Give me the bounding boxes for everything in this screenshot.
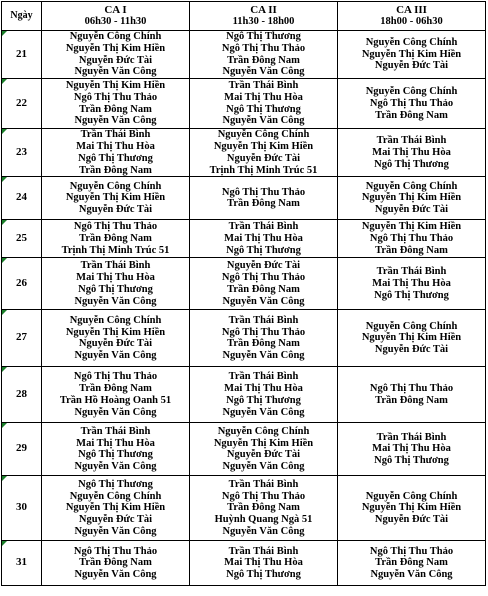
day-number: 31 [16,556,27,569]
header-shift-2 [190,2,338,31]
schedule-row [2,476,486,541]
staff-name: Ngô Thị Thương [374,289,449,301]
staff-name: Nguyễn Văn Công [370,569,453,581]
day-number: 22 [16,96,27,109]
schedule-row [2,541,486,586]
shift-3-cell [338,129,486,177]
staff-name: Mai Thị Thu Hòa [76,140,155,152]
staff-name: Nguyễn Văn Công [74,526,157,538]
staff-name: Nguyễn Văn Công [74,569,157,581]
staff-name: Nguyễn Đức Tài [374,60,449,72]
staff-name: Ngô Thị Thu Thảo [369,97,454,109]
day-cell [2,423,42,476]
staff-name: Trần Thái Bình [376,431,447,443]
staff-name: Ngô Thị Thương [78,283,153,295]
schedule-row [2,310,486,367]
shift-3-cell [338,258,486,310]
shift-3-title: CA III [396,4,427,16]
shift-1-cell [42,476,190,541]
staff-name: Ngô Thị Thương [226,103,301,115]
staff-name: Mai Thị Thu Hòa [224,91,303,103]
day-cell [2,177,42,220]
cell-marker-icon [2,367,7,372]
staff-name: Nguyễn Công Chính [217,129,310,141]
staff-name: Nguyễn Thị Kim Hiền [65,326,166,338]
day-number: 30 [16,501,27,514]
shift-1-cell [42,79,190,129]
shift-1-cell [42,177,190,220]
staff-name: Nguyễn Văn Công [74,66,157,78]
day-cell [2,367,42,423]
staff-name: Ngô Thị Thương [226,244,301,256]
staff-name: Ngô Thị Thương [226,569,301,581]
schedule-body [2,31,486,586]
staff-name: Nguyễn Đức Tài [78,54,153,66]
staff-name: Trần Đông Nam [227,54,300,66]
shift-2-cell [190,541,338,586]
shift-2-cell [190,310,338,367]
staff-name: Nguyễn Đức Tài [78,338,153,350]
staff-name: Trần Thái Bình [80,129,151,141]
staff-name: Ngô Thị Thương [374,158,449,170]
cell-marker-icon [2,79,7,84]
shift-2-cell [190,79,338,129]
staff-name: Trần Đông Nam [375,109,448,121]
day-number: 26 [16,276,27,289]
cell-marker-icon [2,177,7,182]
staff-name: Nguyễn Công Chính [69,31,162,42]
staff-name: Nguyễn Thị Kim Hiền [361,48,462,60]
staff-name: Nguyễn Thị Kim Hiền [65,502,166,514]
shift-3-time: 18h00 - 06h30 [380,16,443,27]
staff-name: Ngô Thị Thu Thảo [221,272,306,284]
cell-marker-icon [2,541,7,546]
shift-2-cell [190,367,338,423]
shift-2-cell [190,476,338,541]
shift-1-cell [42,367,190,423]
staff-name: Nguyễn Văn Công [74,295,157,307]
cell-marker-icon [2,310,7,315]
staff-name: Trần Đông Nam [227,338,300,350]
staff-name: Nguyễn Công Chính [69,490,162,502]
staff-name: Ngô Thị Thu Thảo [221,186,306,198]
staff-name: Nguyễn Văn Công [222,66,305,78]
staff-name: Ngô Thị Thu Thảo [369,383,454,395]
shift-1-cell [42,31,190,79]
shift-3-cell [338,177,486,220]
staff-name: Ngô Thị Thu Thảo [73,371,158,383]
staff-name: Nguyễn Thị Kim Hiền [65,192,166,204]
staff-name: Ngô Thị Thu Thảo [369,232,454,244]
staff-name: Nguyễn Thị Kim Hiền [65,42,166,54]
day-number: 25 [16,231,27,244]
staff-name: Nguyễn Công Chính [365,320,458,332]
staff-name: Trịnh Thị Minh Trúc 51 [209,164,318,176]
staff-name: Trần Đông Nam [227,283,300,295]
cell-marker-icon [2,220,7,225]
shift-2-cell [190,31,338,79]
staff-name: Nguyễn Đức Tài [78,204,153,216]
staff-name: Nguyễn Công Chính [69,314,162,326]
staff-name: Nguyễn Văn Công [74,115,157,127]
staff-name: Nguyễn Công Chính [69,180,162,192]
staff-name: Nguyễn Văn Công [222,526,305,538]
header-row [2,2,486,31]
staff-name: Nguyễn Thị Kim Hiền [213,140,314,152]
staff-name: Nguyễn Thị Kim Hiền [361,502,462,514]
staff-name: Trần Hồ Hoàng Oanh 51 [59,394,172,406]
staff-name: Ngô Thị Thu Thảo [221,326,306,338]
staff-name: Nguyễn Đức Tài [226,152,301,164]
staff-name: Mai Thị Thu Hòa [76,272,155,284]
shift-3-cell [338,541,486,586]
staff-name: Nguyễn Thị Kim Hiền [361,221,462,233]
staff-name: Nguyễn Thị Kim Hiền [65,80,166,92]
staff-name: Mai Thị Thu Hòa [372,277,451,289]
staff-name: Nguyễn Đức Tài [226,260,301,272]
staff-name: Ngô Thị Thương [78,449,153,461]
day-number: 28 [16,387,27,400]
staff-name: Trần Đông Nam [227,502,300,514]
shift-2-cell [190,129,338,177]
staff-name: Trần Đông Nam [79,103,152,115]
cell-marker-icon [2,476,7,481]
day-cell [2,31,42,79]
staff-name: Nguyễn Công Chính [365,490,458,502]
day-cell [2,79,42,129]
shift-1-title: CA I [104,4,127,16]
day-cell [2,476,42,541]
staff-name: Trần Đông Nam [375,557,448,569]
day-cell [2,258,42,310]
shift-2-cell [190,423,338,476]
shift-2-cell [190,177,338,220]
shift-3-cell [338,310,486,367]
shift-1-time: 06h30 - 11h30 [84,16,147,27]
staff-name: Nguyễn Công Chính [217,425,310,437]
staff-name: Nguyễn Văn Công [222,350,305,362]
staff-name: Nguyễn Công Chính [365,36,458,48]
staff-name: Nguyễn Văn Công [74,350,157,362]
shift-3-cell [338,220,486,258]
staff-name: Nguyễn Công Chính [365,180,458,192]
staff-name: Nguyễn Đức Tài [78,514,153,526]
schedule-row [2,423,486,476]
duty-schedule-table [1,1,486,586]
shift-3-cell [338,79,486,129]
staff-name: Nguyễn Văn Công [74,461,157,473]
day-cell [2,310,42,367]
staff-name: Nguyễn Văn Công [222,295,305,307]
staff-name: Nguyễn Văn Công [222,406,305,418]
staff-name: Ngô Thị Thương [78,152,153,164]
staff-name: Nguyễn Thị Kim Hiền [361,192,462,204]
schedule-row [2,79,486,129]
staff-name: Mai Thị Thu Hòa [76,437,155,449]
shift-1-cell [42,310,190,367]
shift-2-cell [190,258,338,310]
cell-marker-icon [2,423,7,428]
header-shift-3 [338,2,486,31]
day-cell [2,220,42,258]
staff-name: Ngô Thị Thu Thảo [369,545,454,557]
staff-name: Trần Thái Bình [80,425,151,437]
staff-name: Trần Thái Bình [228,80,299,92]
staff-name: Mai Thị Thu Hòa [224,383,303,395]
staff-name: Trần Thái Bình [228,314,299,326]
shift-1-cell [42,423,190,476]
schedule-row [2,129,486,177]
staff-name: Nguyễn Thị Kim Hiền [213,437,314,449]
schedule-row [2,367,486,423]
staff-name: Mai Thị Thu Hòa [372,443,451,455]
staff-name: Huỳnh Quang Ngà 51 [214,514,313,526]
staff-name: Trần Đông Nam [79,232,152,244]
staff-name: Mai Thị Thu Hòa [224,557,303,569]
header-shift-1 [42,2,190,31]
shift-1-cell [42,541,190,586]
schedule-row [2,31,486,79]
staff-name: Ngô Thị Thương [78,478,153,490]
staff-name: Trần Thái Bình [228,478,299,490]
schedule-row [2,258,486,310]
staff-name: Ngô Thị Thu Thảo [73,91,158,103]
day-cell [2,129,42,177]
staff-name: Trịnh Thị Minh Trúc 51 [61,244,170,256]
staff-name: Nguyễn Đức Tài [374,514,449,526]
schedule-row [2,220,486,258]
staff-name: Nguyễn Thị Kim Hiền [361,332,462,344]
staff-name: Ngô Thị Thương [374,455,449,467]
staff-name: Trần Thái Bình [228,371,299,383]
staff-name: Ngô Thị Thu Thảo [73,221,158,233]
cell-marker-icon [2,31,7,36]
staff-name: Trần Đông Nam [375,244,448,256]
staff-name: Nguyễn Đức Tài [374,204,449,216]
day-cell [2,541,42,586]
day-number: 21 [16,47,27,60]
staff-name: Nguyễn Văn Công [74,406,157,418]
staff-name: Mai Thị Thu Hòa [224,232,303,244]
staff-name: Ngô Thị Thu Thảo [73,545,158,557]
staff-name: Ngô Thị Thu Thảo [221,490,306,502]
staff-name: Nguyễn Văn Công [222,115,305,127]
shift-1-cell [42,220,190,258]
shift-3-cell [338,423,486,476]
staff-name: Trần Thái Bình [80,260,151,272]
staff-name: Ngô Thị Thu Thảo [221,42,306,54]
staff-name: Nguyễn Đức Tài [374,344,449,356]
staff-name: Nguyễn Đức Tài [226,449,301,461]
staff-name: Trần Đông Nam [375,394,448,406]
shift-3-cell [338,367,486,423]
staff-name: Trần Đông Nam [79,557,152,569]
shift-1-cell [42,129,190,177]
staff-name: Trần Thái Bình [376,135,447,147]
staff-name: Trần Đông Nam [79,164,152,176]
day-number: 27 [16,331,27,344]
header-day-label: Ngày [2,2,42,31]
day-number: 29 [16,442,27,455]
staff-name: Ngô Thị Thương [226,394,301,406]
staff-name: Nguyễn Văn Công [222,461,305,473]
shift-2-cell [190,220,338,258]
schedule-row [2,177,486,220]
shift-3-cell [338,476,486,541]
staff-name: Trần Thái Bình [376,266,447,278]
shift-2-time: 11h30 - 18h00 [232,16,295,27]
cell-marker-icon [2,129,7,134]
staff-name: Trần Đông Nam [227,198,300,210]
cell-marker-icon [2,258,7,263]
staff-name: Trần Thái Bình [228,545,299,557]
staff-name: Trần Thái Bình [228,221,299,233]
shift-2-title: CA II [250,4,277,16]
staff-name: Trần Đông Nam [79,383,152,395]
shift-3-cell [338,31,486,79]
shift-1-cell [42,258,190,310]
staff-name: Ngô Thị Thương [226,31,301,42]
day-number: 23 [16,145,27,158]
day-number: 24 [16,191,27,204]
staff-name: Nguyễn Công Chính [365,85,458,97]
staff-name: Mai Thị Thu Hòa [372,146,451,158]
